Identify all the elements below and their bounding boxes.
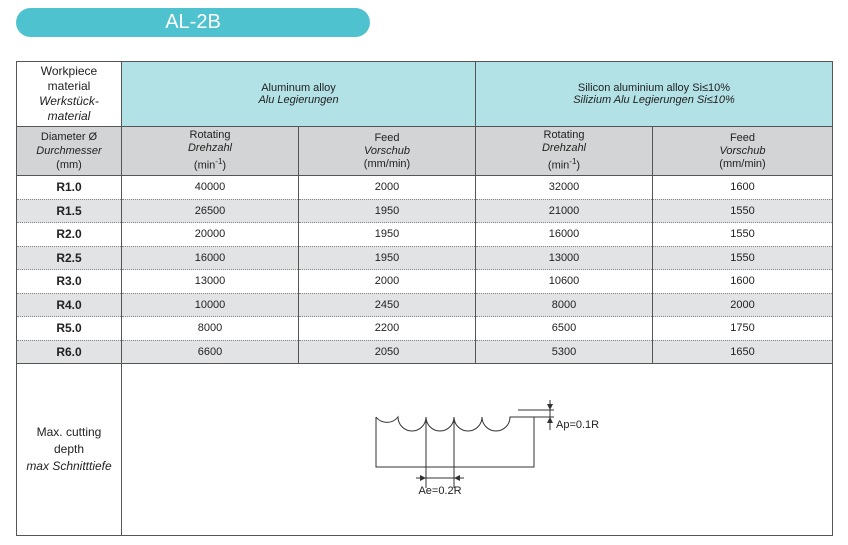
feed-label-de: Vorschub <box>719 144 766 157</box>
si-rpm-cell: 8000 <box>476 293 653 317</box>
radius-cell: R1.5 <box>17 199 122 223</box>
cutting-depth-diagram-cell <box>122 364 833 536</box>
table-row <box>17 317 833 341</box>
diameter-unit: (mm) <box>56 159 82 171</box>
al-rpm-cell: 40000 <box>122 176 299 200</box>
si-rpm-cell: 10600 <box>476 270 653 294</box>
al-rpm-cell: 16000 <box>122 246 299 270</box>
si-feed-cell: 1600 <box>653 176 833 200</box>
material-header-row <box>17 62 833 127</box>
table-row <box>17 176 833 200</box>
si-feed-cell: 1600 <box>653 270 833 294</box>
si-rpm-cell: 32000 <box>476 176 653 200</box>
al-rpm-cell: 26500 <box>122 199 299 223</box>
workpiece-label-en-1: Workpiece <box>40 64 98 78</box>
radius-cell: R2.5 <box>17 246 122 270</box>
table-row <box>17 246 833 270</box>
si-feed-cell: 1550 <box>653 246 833 270</box>
si-rpm-cell: 6500 <box>476 317 653 341</box>
table-row <box>17 293 833 317</box>
al-feed-cell: 2050 <box>299 340 476 364</box>
material1-label-en: Aluminum alloy <box>261 82 336 94</box>
table-row <box>17 223 833 247</box>
workpiece-label-de-2: material <box>47 109 91 123</box>
al-rpm-cell: 6600 <box>122 340 299 364</box>
cutting-parameters-table <box>16 61 833 536</box>
cutting-depth-diagram <box>124 364 835 532</box>
diameter-header <box>17 127 122 176</box>
rotating-label-en: Rotating <box>543 129 585 142</box>
radius-cell: R3.0 <box>17 270 122 294</box>
feed-label-en: Feed <box>729 131 756 144</box>
al-rpm-cell: 20000 <box>122 223 299 247</box>
al-feed-cell: 1950 <box>299 199 476 223</box>
table-row <box>17 340 833 364</box>
radius-cell: R4.0 <box>17 293 122 317</box>
material2-label-de: Silizium Alu Legierungen Si≤10% <box>573 94 735 106</box>
si-rpm-cell: 16000 <box>476 223 653 247</box>
al-feed-cell: 2000 <box>299 176 476 200</box>
al-feed-cell: 1950 <box>299 223 476 247</box>
rotating-label-de: Drehzahl <box>187 142 233 155</box>
si-rpm-cell: 5300 <box>476 340 653 364</box>
table-row <box>17 199 833 223</box>
workpiece-outline <box>376 417 534 467</box>
title-bar <box>16 8 370 37</box>
al-feed-cell: 2200 <box>299 317 476 341</box>
si-feed-cell: 2000 <box>653 293 833 317</box>
feed-unit: (mm/min) <box>719 157 766 170</box>
al-feed-cell: 2000 <box>299 270 476 294</box>
radius-cell: R5.0 <box>17 317 122 341</box>
column-header-row <box>17 127 833 176</box>
ap-arrow-bottom <box>547 417 553 423</box>
aluminum-alloy-header <box>122 62 476 127</box>
al-rotating-header <box>122 127 299 176</box>
al-feed-cell: 1950 <box>299 246 476 270</box>
al-feed-header <box>299 127 476 176</box>
al-rpm-cell: 10000 <box>122 293 299 317</box>
table-row <box>17 270 833 294</box>
al-feed-cell: 2450 <box>299 293 476 317</box>
feed-label-en: Feed <box>374 131 400 144</box>
radius-cell: R6.0 <box>17 340 122 364</box>
cutting-label-en-1: Max. cutting <box>36 425 102 439</box>
rotating-label-de: Drehzahl <box>541 142 587 155</box>
ae-label: Ae=0.2R <box>418 485 462 497</box>
ap-label: Ap=0.1R <box>556 419 600 431</box>
cutting-label-en-2: depth <box>53 442 85 456</box>
page-title: AL-2B <box>165 11 221 33</box>
al-rpm-cell: 13000 <box>122 270 299 294</box>
si-rpm-cell: 13000 <box>476 246 653 270</box>
si-feed-cell: 1650 <box>653 340 833 364</box>
ae-arrow-right <box>454 475 460 481</box>
max-cutting-depth-row <box>17 364 833 536</box>
material1-label-de: Alu Legierungen <box>258 94 339 106</box>
ap-arrow-top <box>547 404 553 410</box>
si-rotating-header <box>476 127 653 176</box>
al-rpm-cell: 8000 <box>122 317 299 341</box>
si-feed-cell: 1550 <box>653 199 833 223</box>
si-rpm-cell: 21000 <box>476 199 653 223</box>
feed-unit: (mm/min) <box>363 157 411 170</box>
rotating-unit: $(\min^{-1})$ <box>193 157 227 172</box>
silicon-aluminium-header <box>476 62 833 127</box>
material2-label-en: Silicon aluminium alloy Si≤10% <box>577 82 731 94</box>
si-feed-header <box>653 127 833 176</box>
diameter-label-de: Durchmesser <box>36 145 102 157</box>
radius-cell: R1.0 <box>17 176 122 200</box>
radius-cell: R2.0 <box>17 223 122 247</box>
diameter-label-en: Diameter Ø <box>40 131 98 143</box>
rotating-label-en: Rotating <box>189 129 231 142</box>
max-cutting-depth-label <box>17 364 122 536</box>
workpiece-label-de-1: Werkstück- <box>39 94 99 108</box>
workpiece-label-en-2: material <box>47 79 91 93</box>
rotating-unit: $(\min^{-1})$ <box>547 157 581 172</box>
workpiece-material-header <box>17 62 122 127</box>
cutting-label-de: max Schnitttiefe <box>26 459 112 473</box>
ae-arrow-left <box>420 475 426 481</box>
si-feed-cell: 1750 <box>653 317 833 341</box>
feed-label-de: Vorschub <box>363 144 411 157</box>
si-feed-cell: 1550 <box>653 223 833 247</box>
